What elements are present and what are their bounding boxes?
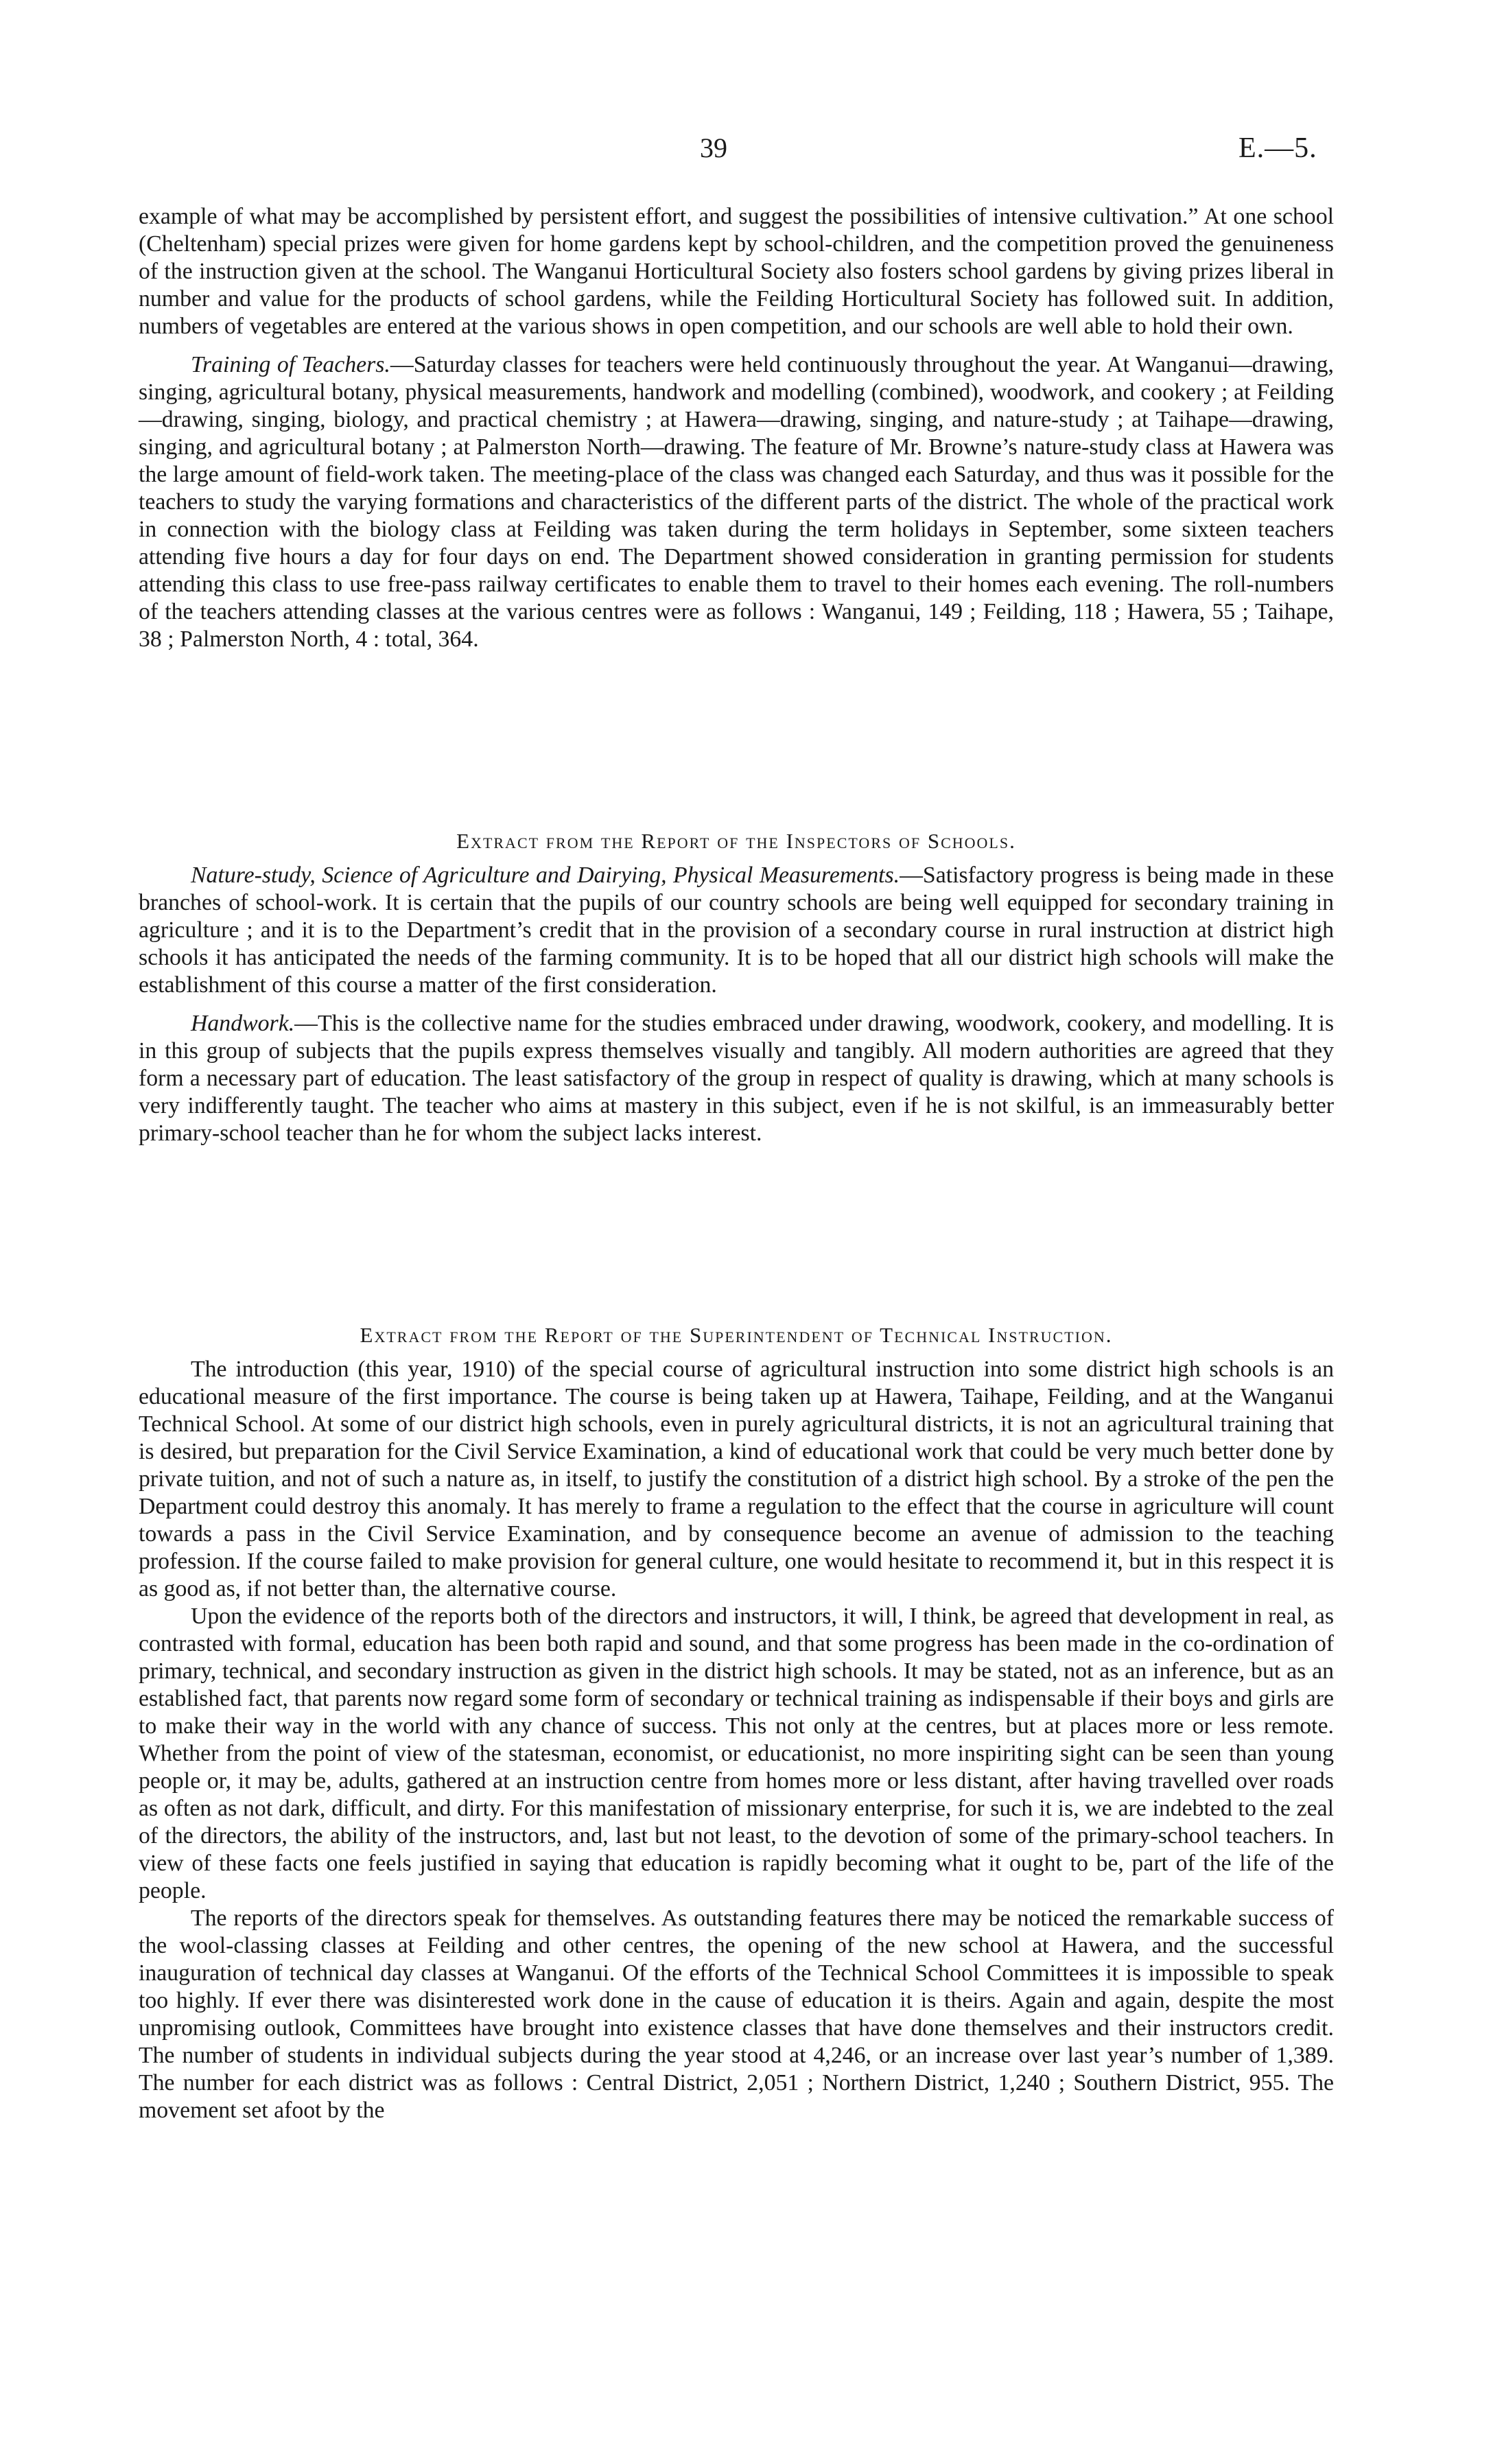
section-inspectors-report [139, 862, 1334, 1147]
paragraph-development: Upon the evidence of the reports both of the directors and instructors, it will, I think, be agreed that development in real, as contrasted with formal, education has been both rapid and sound, and that some progress has been made in the co-ordination of primary, technical, and secondary instruction as given in the district high schools. It may be stated, not as an inference, but as an established fact, that parents now regard some form of secondary or technical training as indispensable if their boys and girls are to make their way in the world with any chance of success. This not only at the centres, but at places more or less remote. Whether from the point of view of the statesman, economist, or educationist, no more inspiriting sight can be seen than young people or, it may be, adults, gathered at an instruction centre from homes more or less distant, after having travelled over roads as often as not dark, difficult, and dirty. For this manifestation of missionary enterprise, for such it is, we are indebted to the zeal of the directors, the ability of the instructors, and, last but not least, to the devotion of some of the primary-school teachers. In view of these facts one feels justified in saying that education is rapidly becoming what it ought to be, part of the life of the people. [139, 1604, 1334, 1903]
heading-inspectors-report: Extract from the Report of the Inspectors of Schools. [456, 829, 1016, 853]
paragraph-text: —Satisfactory progress is being made in these branches of school-work. It is certain that the pupils of our country schools are being well equipped for secondary training in agriculture ; and it is to the Department’s credit that in the provision of a secondary course in rural instruction at district high schools it has anticipated the needs of the farming community. It is to be hoped that all our district high schools will make the establishment of this course a matter of the first consideration. [139, 863, 1334, 998]
paragraph-title: Handwork. [191, 1011, 295, 1036]
paragraph-title: Training of Teachers. [191, 352, 390, 377]
paragraph-text: —This is the collective name for the studies embraced under drawing, woodwork, cookery, and modelling. It is in this group of subjects that the pupils express themselves visually and tangibly. All modern authorities are agreed that they form a necessary part of education. The least satisfactory of the group in respect of quality is drawing, which at many schools is very indifferently taught. The teacher who aims at mastery in this subject, even if he is not skilful, is an immeasurably better primary-school teacher than he for whom the subject lacks interest. [139, 1011, 1334, 1146]
section-superintendent-report [139, 1356, 1334, 2124]
paragraph-nature-study [139, 862, 1334, 999]
paragraph-title: Nature-study, Science of Agriculture and Dairying, Physical Measurements. [191, 863, 900, 888]
document-reference: E.—5. [1238, 132, 1317, 164]
paragraph-text: —Saturday classes for teachers were held continuously throughout the year. At Wanganui—drawing, singing, agricultural botany, physical measurements, handwork and modelling (combined), woodwork, and cookery ; at Feilding—drawing, singing, biology, and practical chemistry ; at Hawera—drawing, singing, and nature-study ; at Taihape—drawing, singing, and agricultural botany ; at Palmerston North—drawing. The feature of Mr. Browne’s nature-study class at Hawera was the large amount of field-work taken. The meeting-place of the class was changed each Saturday, and thus was it possible for the teachers to study the varying formations and characteristics of the different parts of the district. The whole of the practical work in connection with the biology class at Feilding was taken during the term holidays in September, some sixteen teachers attending five hours a day for four days on end. The Department showed consideration in granting permission for students attending this class to use free-pass railway certificates to enable them to travel to their homes each evening. The roll-numbers of the teachers attending classes at the various centres were as follows : Wanganui, 149 ; Feilding, 118 ; Hawera, 55 ; Taihape, 38 ; Palmerston North, 4 : total, 364. [139, 352, 1335, 652]
paragraph-training-of-teachers [139, 351, 1334, 653]
paragraph-agricultural-course: The introduction (this year, 1910) of the special course of agricultural instruction into some district high schools is an educational measure of the first importance. The course is being taken up at Hawera, Taihape, Feilding, and at the Wanganui Technical School. At some of our district high schools, even in purely agricultural districts, it is not an agricultural training that is desired, but preparation for the Civil Service Examination, a kind of educational work that could be very much better done by private tuition, and not of such a nature as, in itself, to justify the constitution of a district high school. By a stroke of the pen the Department could destroy this anomaly. It has merely to frame a regulation to the effect that the course in agriculture will count towards a pass in the Civil Service Examination, and by consequence become an avenue of admission to the teaching profession. If the course failed to make provision for general culture, one would hesitate to recommend it, but in this respect it is as good as, if not better than, the alternative course. [139, 1357, 1334, 1601]
paragraph-handwork [139, 1010, 1334, 1147]
page-number: 39 [700, 132, 727, 163]
heading-superintendent-report: Extract from the Report of the Superintendent of Technical Instruction. [360, 1323, 1113, 1347]
paragraph-directors-reports: The reports of the directors speak for themselves. As outstanding features there may be noticed the remarkable success of the wool-classing classes at Feilding and other centres, the opening of the new school at Hawera, and the successful inauguration of technical day classes at Wanganui. Of the efforts of the Technical School Committees it is impossible to speak too highly. If ever there was disinterested work done in the cause of education it is theirs. Again and again, despite the most unpromising outlook, Committees have brought into existence classes that have done themselves and their instructors credit. The number of students in individual subjects during the year stood at 4,246, or an increase over last year’s number of 1,389. The number for each district was as follows : Central District, 2,051 ; Northern District, 1,240 ; Southern District, 955. The movement set afoot by the [139, 1905, 1334, 2123]
section-school-gardens [139, 203, 1334, 653]
paragraph-school-gardens: example of what may be accomplished by persistent effort, and suggest the possibilities of intensive cultivation.” At one school (Cheltenham) special prizes were given for home gardens kept by school-children, and the competition proved the genuineness of the instruction given at the school. The Wanganui Horticultural Society also fosters school gardens by giving prizes liberal in number and value for the products of school gardens, while the Feilding Horticultural Society has followed suit. In addition, numbers of vegetables are entered at the various shows in open competition, and our schools are well able to hold their own. [139, 204, 1334, 339]
